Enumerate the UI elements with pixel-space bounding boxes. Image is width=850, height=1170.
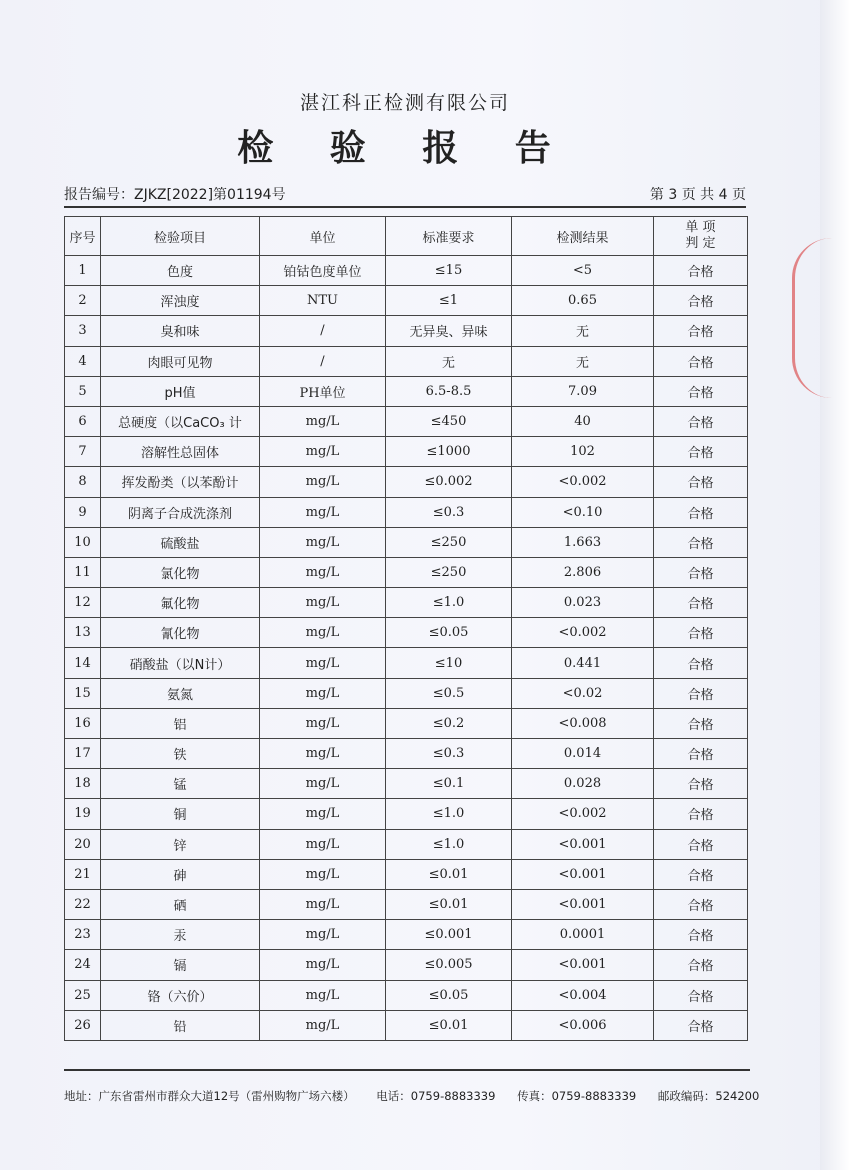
cell-judgement: 合格	[654, 406, 748, 436]
cell-standard: ≤1.0	[386, 588, 512, 618]
cell-item: 铝	[101, 708, 260, 738]
cell-no: 21	[65, 859, 101, 889]
cell-unit: mg/L	[260, 889, 386, 919]
cell-standard: ≤0.01	[386, 889, 512, 919]
cell-result: 0.0001	[512, 920, 654, 950]
cell-judgement: 合格	[654, 678, 748, 708]
cell-no: 17	[65, 739, 101, 769]
cell-result: 无	[512, 316, 654, 346]
cell-judgement: 合格	[654, 256, 748, 286]
results-table	[64, 216, 748, 1041]
cell-no: 20	[65, 829, 101, 859]
cell-no: 19	[65, 799, 101, 829]
cell-no: 5	[65, 376, 101, 406]
cell-unit: mg/L	[260, 497, 386, 527]
table-row	[65, 588, 748, 618]
cell-item: 浑浊度	[101, 286, 260, 316]
report-number: 报告编号：ZJKZ[2022]第01194号	[64, 187, 286, 203]
table-row	[65, 889, 748, 919]
cell-standard: 无异臭、异味	[386, 316, 512, 346]
cell-unit: mg/L	[260, 648, 386, 678]
cell-item: 汞	[101, 920, 260, 950]
cell-unit: 铂钴色度单位	[260, 256, 386, 286]
cell-no: 12	[65, 588, 101, 618]
cell-item: 臭和味	[101, 316, 260, 346]
cell-no: 1	[65, 256, 101, 286]
cell-item: 氰化物	[101, 618, 260, 648]
cell-no: 24	[65, 950, 101, 980]
cell-judgement: 合格	[654, 588, 748, 618]
cell-standard: ≤0.3	[386, 739, 512, 769]
col-header-standard: 标准要求	[386, 217, 512, 256]
cell-standard: ≤1000	[386, 437, 512, 467]
table-body	[65, 256, 748, 1041]
report-title: 检 验 报 告	[237, 128, 573, 169]
cell-result: 2.806	[512, 557, 654, 587]
cell-unit: mg/L	[260, 980, 386, 1010]
cell-judgement: 合格	[654, 708, 748, 738]
cell-item: 氨氮	[101, 678, 260, 708]
cell-judgement: 合格	[654, 618, 748, 648]
table-row	[65, 799, 748, 829]
cell-no: 16	[65, 708, 101, 738]
cell-judgement: 合格	[654, 316, 748, 346]
cell-standard: ≤0.2	[386, 708, 512, 738]
cell-item: 氟化物	[101, 588, 260, 618]
cell-standard: ≤1.0	[386, 799, 512, 829]
cell-item: 氯化物	[101, 557, 260, 587]
cell-result: <0.006	[512, 1010, 654, 1040]
cell-result: <0.002	[512, 618, 654, 648]
table-row	[65, 648, 748, 678]
cell-item: 铬（六价）	[101, 980, 260, 1010]
cell-unit: mg/L	[260, 437, 386, 467]
cell-no: 23	[65, 920, 101, 950]
cell-unit: mg/L	[260, 739, 386, 769]
cell-standard: 6.5-8.5	[386, 376, 512, 406]
table-row	[65, 286, 748, 316]
col-header-result: 检测结果	[512, 217, 654, 256]
page-edge	[820, 0, 850, 1170]
table-row	[65, 256, 748, 286]
cell-result: 7.09	[512, 376, 654, 406]
table-row	[65, 980, 748, 1010]
cell-item: 铅	[101, 1010, 260, 1040]
cell-no: 11	[65, 557, 101, 587]
page-indicator: 第 3 页 共 4 页	[649, 187, 746, 203]
cell-unit: mg/L	[260, 769, 386, 799]
cell-result: <0.001	[512, 950, 654, 980]
cell-judgement: 合格	[654, 920, 748, 950]
cell-result: 0.028	[512, 769, 654, 799]
cell-no: 15	[65, 678, 101, 708]
table-row	[65, 829, 748, 859]
footer	[64, 1088, 764, 1104]
company-name: 湛江科正检测有限公司	[299, 92, 510, 114]
table-row	[65, 346, 748, 376]
cell-item: 总硬度（以CaCO₃ 计	[101, 406, 260, 436]
cell-standard: ≤450	[386, 406, 512, 436]
cell-standard: ≤0.005	[386, 950, 512, 980]
cell-judgement: 合格	[654, 980, 748, 1010]
cell-no: 2	[65, 286, 101, 316]
col-header-no: 序号	[65, 217, 101, 256]
table-row	[65, 678, 748, 708]
cell-item: pH值	[101, 376, 260, 406]
cell-unit: mg/L	[260, 557, 386, 587]
cell-result: 40	[512, 406, 654, 436]
cell-standard: ≤0.001	[386, 920, 512, 950]
footer-postcode: 邮政编码：524200	[657, 1089, 760, 1103]
cell-unit: mg/L	[260, 799, 386, 829]
table-row	[65, 859, 748, 889]
cell-unit: mg/L	[260, 588, 386, 618]
cell-judgement: 合格	[654, 437, 748, 467]
cell-standard: ≤1	[386, 286, 512, 316]
cell-item: 铜	[101, 799, 260, 829]
cell-result: <0.004	[512, 980, 654, 1010]
cell-standard: 无	[386, 346, 512, 376]
cell-no: 4	[65, 346, 101, 376]
cell-unit: mg/L	[260, 829, 386, 859]
cell-standard: ≤250	[386, 557, 512, 587]
cell-no: 26	[65, 1010, 101, 1040]
cell-result: <0.10	[512, 497, 654, 527]
cell-result: <0.02	[512, 678, 654, 708]
table-row	[65, 467, 748, 497]
cell-judgement: 合格	[654, 286, 748, 316]
cell-judgement: 合格	[654, 376, 748, 406]
cell-unit: mg/L	[260, 950, 386, 980]
cell-no: 25	[65, 980, 101, 1010]
cell-unit: /	[260, 346, 386, 376]
cell-no: 7	[65, 437, 101, 467]
cell-unit: mg/L	[260, 678, 386, 708]
table-row	[65, 739, 748, 769]
cell-judgement: 合格	[654, 769, 748, 799]
cell-unit: NTU	[260, 286, 386, 316]
cell-result: 0.441	[512, 648, 654, 678]
cell-result: <0.001	[512, 829, 654, 859]
table-row	[65, 376, 748, 406]
cell-result: <0.001	[512, 889, 654, 919]
header-rule	[64, 206, 746, 208]
footer-rule	[64, 1069, 750, 1071]
table-row	[65, 618, 748, 648]
cell-no: 14	[65, 648, 101, 678]
cell-judgement: 合格	[654, 950, 748, 980]
cell-judgement: 合格	[654, 829, 748, 859]
cell-no: 10	[65, 527, 101, 557]
table-row	[65, 708, 748, 738]
cell-judgement: 合格	[654, 799, 748, 829]
table-row	[65, 527, 748, 557]
cell-unit: mg/L	[260, 467, 386, 497]
cell-judgement: 合格	[654, 889, 748, 919]
cell-unit: /	[260, 316, 386, 346]
table-header-row	[65, 217, 748, 256]
cell-item: 铁	[101, 739, 260, 769]
cell-item: 色度	[101, 256, 260, 286]
table-row	[65, 920, 748, 950]
cell-unit: mg/L	[260, 618, 386, 648]
cell-no: 18	[65, 769, 101, 799]
cell-standard: ≤0.01	[386, 859, 512, 889]
cell-item: 硝酸盐（以N计）	[101, 648, 260, 678]
col-header-judgement: 单 项 判 定	[654, 217, 748, 256]
cell-item: 锌	[101, 829, 260, 859]
cell-standard: ≤1.0	[386, 829, 512, 859]
footer-address: 地址：广东省雷州市群众大道12号（雷州购物广场六楼）	[64, 1089, 355, 1103]
cell-standard: ≤0.1	[386, 769, 512, 799]
cell-standard: ≤0.05	[386, 980, 512, 1010]
cell-result: <5	[512, 256, 654, 286]
cell-no: 13	[65, 618, 101, 648]
cell-standard: ≤250	[386, 527, 512, 557]
cell-judgement: 合格	[654, 467, 748, 497]
cell-result: <0.002	[512, 467, 654, 497]
cell-result: <0.002	[512, 799, 654, 829]
cell-item: 硒	[101, 889, 260, 919]
cell-item: 阴离子合成洗涤剂	[101, 497, 260, 527]
cell-judgement: 合格	[654, 859, 748, 889]
cell-item: 砷	[101, 859, 260, 889]
cell-judgement: 合格	[654, 1010, 748, 1040]
cell-no: 9	[65, 497, 101, 527]
cell-judgement: 合格	[654, 346, 748, 376]
cell-standard: ≤15	[386, 256, 512, 286]
table-row	[65, 950, 748, 980]
cell-judgement: 合格	[654, 557, 748, 587]
cell-result: <0.008	[512, 708, 654, 738]
cell-no: 6	[65, 406, 101, 436]
table-row	[65, 1010, 748, 1040]
cell-unit: mg/L	[260, 527, 386, 557]
col-header-unit: 单位	[260, 217, 386, 256]
col-header-item: 检验项目	[101, 217, 260, 256]
cell-standard: ≤10	[386, 648, 512, 678]
cell-item: 肉眼可见物	[101, 346, 260, 376]
cell-unit: PH单位	[260, 376, 386, 406]
cell-item: 硫酸盐	[101, 527, 260, 557]
cell-result: 102	[512, 437, 654, 467]
cell-standard: ≤0.3	[386, 497, 512, 527]
report-meta	[64, 184, 746, 204]
cell-item: 溶解性总固体	[101, 437, 260, 467]
partial-red-seal	[792, 238, 841, 398]
cell-item: 锰	[101, 769, 260, 799]
cell-standard: ≤0.05	[386, 618, 512, 648]
cell-unit: mg/L	[260, 1010, 386, 1040]
cell-result: 0.023	[512, 588, 654, 618]
table-row	[65, 437, 748, 467]
table-row	[65, 497, 748, 527]
table-row	[65, 557, 748, 587]
table-row	[65, 406, 748, 436]
cell-standard: ≤0.002	[386, 467, 512, 497]
cell-judgement: 合格	[654, 648, 748, 678]
cell-no: 3	[65, 316, 101, 346]
cell-unit: mg/L	[260, 406, 386, 436]
cell-unit: mg/L	[260, 859, 386, 889]
cell-no: 8	[65, 467, 101, 497]
cell-no: 22	[65, 889, 101, 919]
cell-result: 0.014	[512, 739, 654, 769]
table-row	[65, 769, 748, 799]
cell-standard: ≤0.5	[386, 678, 512, 708]
cell-judgement: 合格	[654, 739, 748, 769]
cell-result: 1.663	[512, 527, 654, 557]
cell-judgement: 合格	[654, 527, 748, 557]
footer-fax: 传真：0759-8883339	[517, 1089, 637, 1103]
cell-unit: mg/L	[260, 708, 386, 738]
footer-phone: 电话：0759-8883339	[376, 1089, 496, 1103]
cell-result: 无	[512, 346, 654, 376]
cell-item: 镉	[101, 950, 260, 980]
cell-standard: ≤0.01	[386, 1010, 512, 1040]
table-row	[65, 316, 748, 346]
cell-result: 0.65	[512, 286, 654, 316]
cell-item: 挥发酚类（以苯酚计	[101, 467, 260, 497]
cell-judgement: 合格	[654, 497, 748, 527]
cell-unit: mg/L	[260, 920, 386, 950]
cell-result: <0.001	[512, 859, 654, 889]
